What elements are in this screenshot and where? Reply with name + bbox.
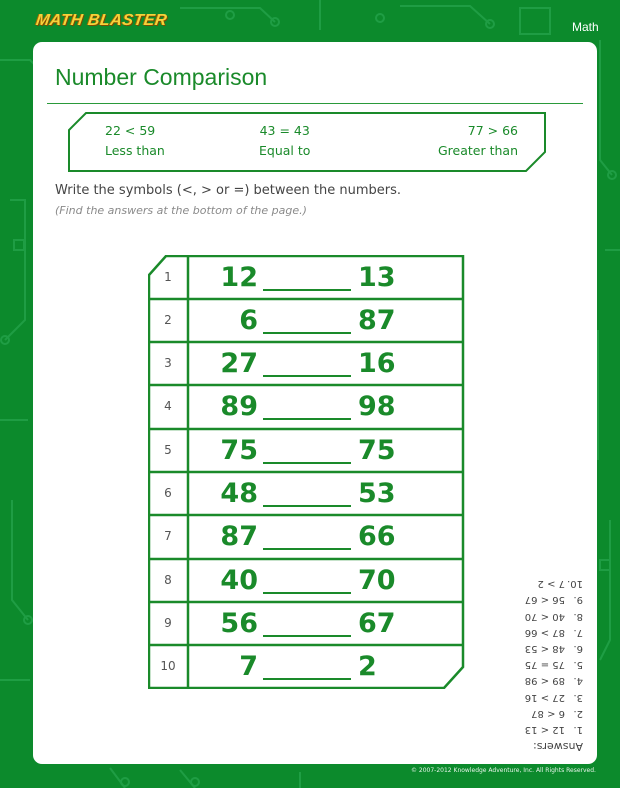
answer-item: 7.87 > 66 — [524, 626, 583, 638]
subject-label: Math — [572, 20, 599, 34]
problem-number: 9 — [164, 616, 172, 630]
left-number: 27 — [220, 348, 258, 379]
problem-row — [148, 515, 466, 558]
problem-number: 2 — [164, 313, 172, 327]
problem-number: 8 — [164, 573, 172, 587]
problem-number: 4 — [164, 399, 172, 413]
right-number: 75 — [358, 435, 396, 466]
problem-row — [148, 645, 466, 688]
examples-box — [68, 112, 546, 172]
left-number: 56 — [220, 608, 258, 639]
answer-blank[interactable] — [263, 505, 351, 507]
problems-table — [148, 255, 466, 689]
example-expression: 43 = 43 — [259, 123, 310, 138]
worksheet-card — [33, 42, 597, 764]
problem-number: 5 — [164, 443, 172, 457]
problem-row — [148, 602, 466, 645]
right-number: 70 — [358, 565, 396, 596]
right-number: 66 — [358, 521, 396, 552]
answer-blank[interactable] — [263, 678, 351, 680]
problem-row — [148, 559, 466, 602]
example-expression: 77 > 66 — [467, 123, 519, 138]
answer-item: 8.40 < 70 — [524, 610, 583, 622]
problem-number: 1 — [164, 270, 172, 284]
left-number: 7 — [239, 651, 258, 682]
page-title: Number Comparison — [55, 64, 268, 90]
answer-item: 9.56 < 67 — [524, 594, 583, 606]
problem-row — [148, 342, 466, 385]
example-less-than — [105, 121, 165, 161]
example-label: Equal to — [259, 143, 311, 158]
problem-row — [148, 472, 466, 515]
answer-item: 2.6 < 87 — [531, 707, 583, 719]
problem-number: 6 — [164, 486, 172, 500]
title-divider — [47, 103, 583, 104]
answer-item: 5.75 = 75 — [524, 659, 583, 671]
answer-item: 6.48 < 53 — [524, 642, 583, 654]
left-number: 87 — [220, 521, 258, 552]
right-number: 98 — [358, 391, 396, 422]
answer-blank[interactable] — [263, 592, 351, 594]
problem-row — [148, 256, 466, 299]
answer-blank[interactable] — [263, 289, 351, 291]
example-label: Greater than — [438, 143, 519, 158]
right-number: 67 — [358, 608, 396, 639]
answer-item: 4.89 < 98 — [524, 675, 583, 687]
answer-item: 1.12 < 13 — [524, 724, 583, 735]
answer-blank[interactable] — [263, 548, 351, 550]
math-blaster-logo: MATH BLASTER — [34, 12, 169, 29]
copyright-footer: © 2007-2012 Knowledge Adventure, Inc. All Rights Reserved. — [411, 767, 596, 774]
problem-row — [148, 385, 466, 428]
answer-item: 10.7 > 2 — [537, 578, 583, 590]
left-number: 48 — [220, 478, 258, 509]
example-greater-than — [438, 121, 518, 161]
answer-key-heading: Answers: — [533, 740, 583, 753]
answer-blank[interactable] — [263, 375, 351, 377]
problem-row — [148, 429, 466, 472]
answer-blank[interactable] — [263, 462, 351, 464]
right-number: 2 — [358, 651, 377, 682]
answer-key-upside-down — [503, 570, 583, 754]
problem-number: 10 — [160, 659, 176, 673]
problem-number: 7 — [164, 529, 172, 543]
right-number: 13 — [358, 262, 396, 293]
answers-hint: (Find the answers at the bottom of the page.) — [55, 204, 307, 217]
left-number: 75 — [220, 435, 258, 466]
example-equal-to — [259, 121, 310, 161]
instructions: Write the symbols (<, > or =) between the numbers. — [55, 183, 402, 198]
problem-row — [148, 299, 466, 342]
left-number: 6 — [239, 305, 258, 336]
left-number: 40 — [220, 565, 258, 596]
problem-number: 3 — [164, 356, 172, 370]
right-number: 53 — [358, 478, 396, 509]
left-number: 12 — [220, 262, 258, 293]
answer-blank[interactable] — [263, 635, 351, 637]
right-number: 87 — [358, 305, 396, 336]
answer-item: 3.27 > 16 — [524, 691, 583, 703]
answer-blank[interactable] — [263, 332, 351, 334]
example-expression: 22 < 59 — [105, 123, 156, 138]
example-label: Less than — [105, 143, 165, 158]
left-number: 89 — [220, 391, 258, 422]
right-number: 16 — [358, 348, 396, 379]
answer-blank[interactable] — [263, 418, 351, 420]
